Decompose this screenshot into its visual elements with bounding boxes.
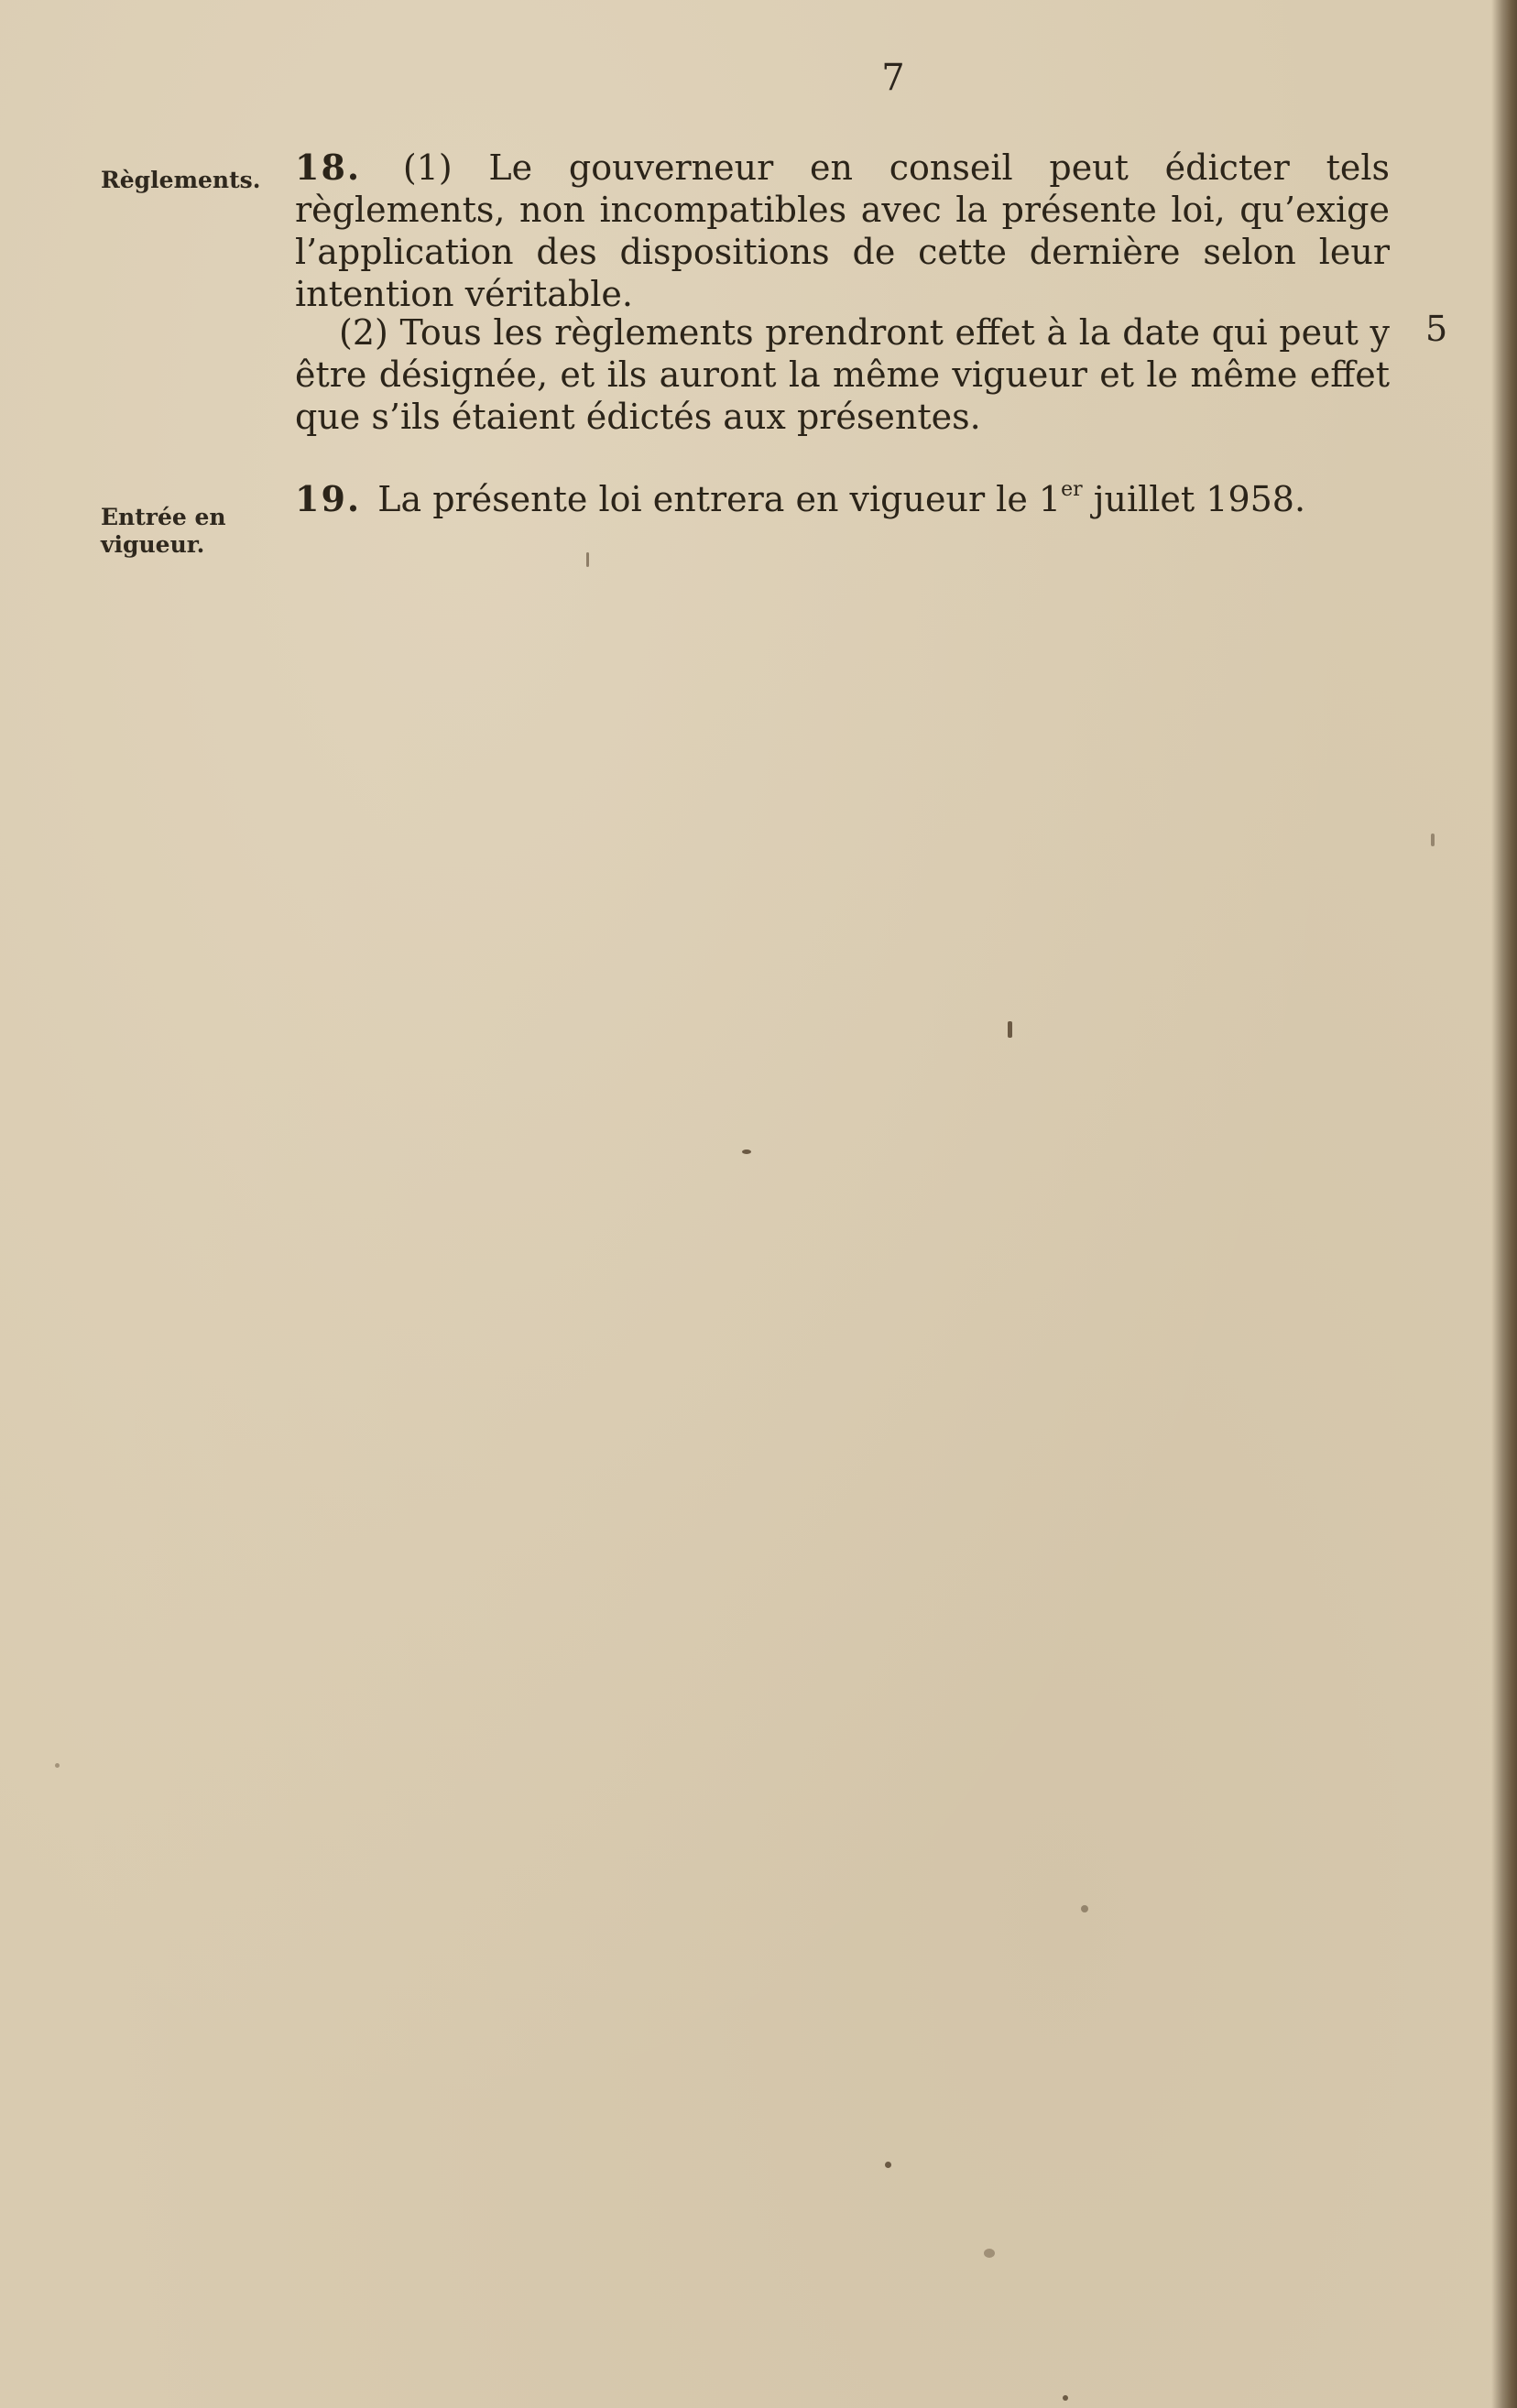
paragraph-text: juillet 1958. (1082, 479, 1306, 519)
paper-speck (1063, 2395, 1068, 2401)
page-number: 7 (881, 57, 905, 99)
paragraph-text: (1) Le gouverneur en conseil peut édicter tels règlements, non incompatibles avec la présente loi, qu’exige l’application des dispositions de cette dernière selon leur intention véritable. (295, 147, 1390, 314)
paper-speck (1431, 834, 1435, 846)
margin-note-line: Entrée en (101, 504, 226, 530)
section-number: 18. (295, 147, 362, 188)
paper-speck (1008, 1021, 1012, 1038)
paper-speck (742, 1150, 751, 1154)
margin-note-line: vigueur. (101, 531, 205, 558)
superscript: er (1061, 478, 1083, 502)
paper-speck (984, 2249, 995, 2258)
section-18-paragraph-2: (2) Tous les règlements prendront effet à la date qui peut y être désignée, et ils auront la même vigueur et le même effet que s’ils étaient édictés aux présentes. (295, 312, 1390, 437)
line-number-marker: 5 (1425, 309, 1448, 349)
margin-note-entree-en-vigueur (101, 504, 275, 559)
paragraph-text: La présente loi entrera en vigueur le 1 (377, 479, 1062, 519)
paper-speck (885, 2162, 891, 2168)
section-18-paragraph-1 (295, 147, 1390, 315)
paper-speck (1081, 1905, 1088, 1912)
paper-speck (55, 1763, 60, 1768)
paper-speck (586, 552, 589, 567)
section-number: 19. (295, 478, 362, 519)
section-19-paragraph (295, 478, 1390, 520)
page-binding-edge (1491, 0, 1517, 2408)
margin-note-reglements: Règlements. (101, 167, 261, 193)
